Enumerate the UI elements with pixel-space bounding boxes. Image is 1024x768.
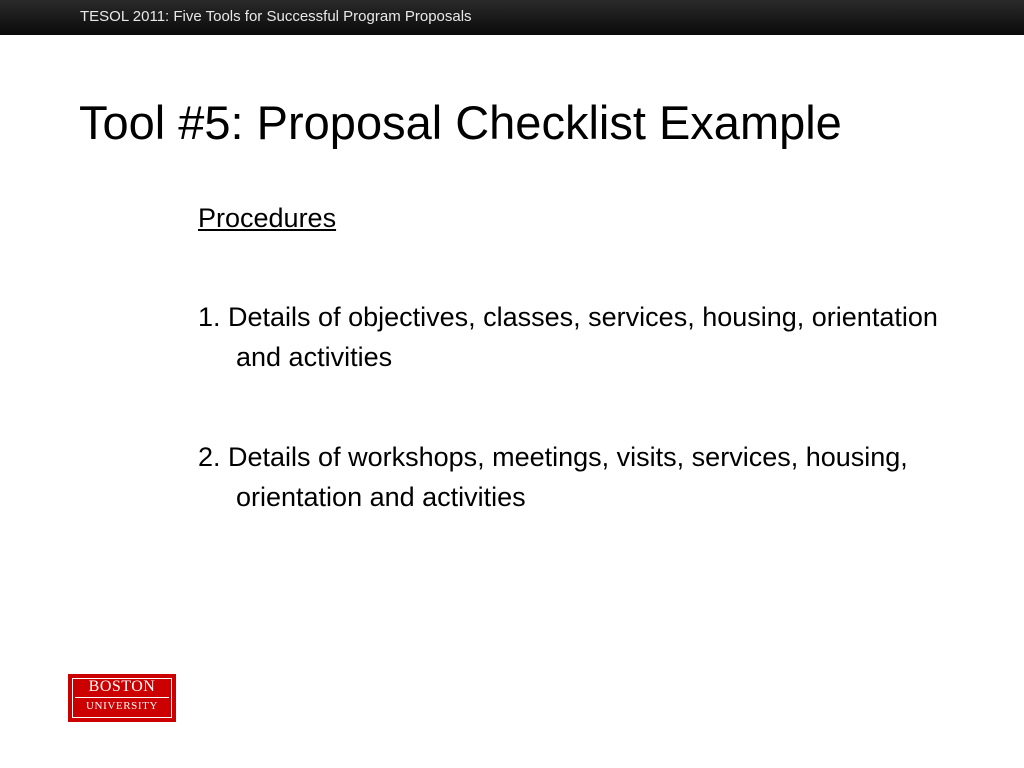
logo-line-university: UNIVERSITY — [86, 700, 158, 712]
boston-university-logo — [68, 674, 176, 722]
header-text: TESOL 2011: Five Tools for Successful Program Proposals — [80, 8, 472, 25]
list-item: 1. Details of objectives, classes, services, housing, orientation and activities — [198, 302, 938, 372]
list-item: 2. Details of workshops, meetings, visits, services, housing, orientation and activities — [198, 442, 908, 512]
logo-divider — [75, 697, 169, 698]
logo-line-boston: BOSTON — [88, 678, 156, 695]
section-heading: Procedures — [198, 203, 337, 233]
slide-body — [198, 198, 958, 577]
slide-title: Tool #5: Proposal Checklist Example — [79, 96, 842, 149]
header-bar — [0, 0, 1024, 35]
